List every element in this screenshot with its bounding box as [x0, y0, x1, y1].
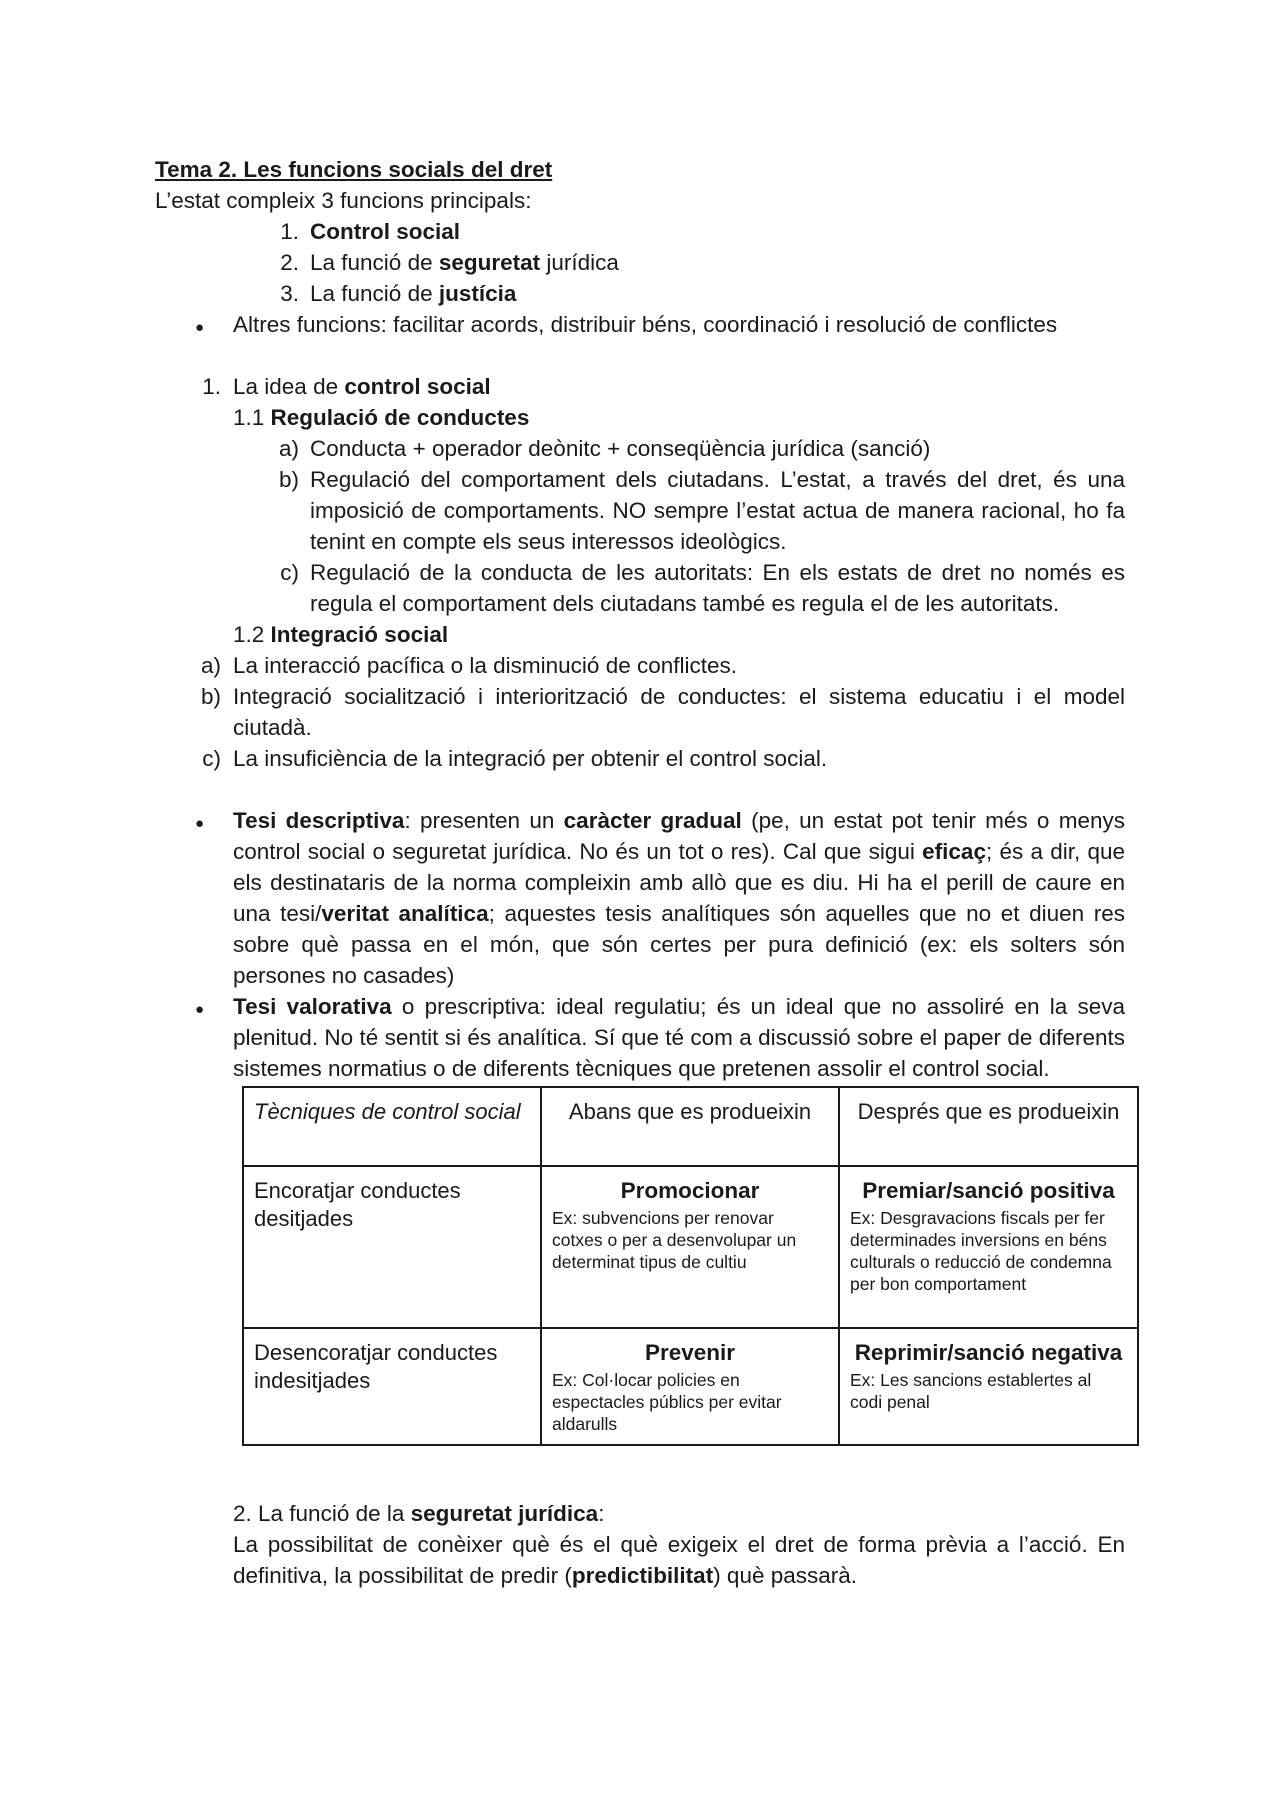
tesi-descriptiva-bullet: ● Tesi descriptiva: presenten un caràcter gradual (pe, un estat pot tenir més o menys control social o seguretat jurídica. No és un tot o res). Cal que sigui eficaç; és a dir, que els destinataris de la norma compleixin amb allò que es diu. Hi ha el perill de caure en una tesi/veritat analítica; aquestes tesis analítiques són aquelles que no et diuen res sobre què passa en el món, que són certes per pura definició (ex: els solters són persones no casades) — [155, 805, 1125, 991]
document-page — [155, 154, 1125, 1591]
other-functions-bullet: ● Altres funcions: facilitar acords, distribuir béns, coordinació i resolució de conflictes — [155, 309, 1125, 340]
list-item: b) Integració socialització i interiorització de conductes: el sistema educatiu i el model ciutadà. — [200, 684, 1125, 740]
main-function-item: 2. La funció de seguretat jurídica — [280, 250, 619, 275]
table-row-label: Desencoratjar conductes indesitjades — [243, 1328, 541, 1445]
table-header-cell: Tècniques de control social — [243, 1087, 541, 1166]
list-item: a) Conducta + operador deònitc + conseqüència jurídica (sanció) — [278, 436, 931, 461]
document-title: Tema 2. Les funcions socials del dret — [155, 157, 553, 182]
section-2-paragraph: La possibilitat de conèixer què és el què exigeix el dret de forma prèvia a l’acció. En definitiva, la possibilitat de predir (predictibilitat) què passarà. — [233, 1532, 1125, 1588]
table-cell: Promocionar Ex: subvencions per renovar cotxes o per a desenvolupar un determinat tipus de cultiu — [541, 1166, 839, 1328]
bullet-icon — [195, 309, 204, 343]
table-cell: Premiar/sanció positiva Ex: Desgravacions fiscals per fer determinades inversions en béns culturals o reducció de condemna per bon comportament — [839, 1166, 1138, 1328]
main-function-item: 3. La funció de justícia — [280, 281, 517, 306]
main-function-item: 1. Control social — [280, 219, 461, 244]
tesi-valorativa-bullet: ● Tesi valorativa o prescriptiva: ideal regulatiu; és un ideal que no assoliré en la seva plenitud. No té sentit si és analítica. Sí que té com a discussió sobre el paper de diferents sistemes normatius o de diferents tècniques que pretenen assolir el control social. — [155, 991, 1125, 1084]
list-item: c) La insuficiència de la integració per obtenir el control social. — [202, 746, 828, 771]
list-item: b) Regulació del comportament dels ciutadans. L’estat, a través del dret, és una imposició de comportaments. NO sempre l’estat actua de manera racional, ho fa tenint en compte els seus interessos ideològics. — [278, 467, 1125, 554]
bullet-icon — [195, 805, 204, 839]
table-row — [243, 1166, 1138, 1328]
section-2-heading: 2. La funció de la seguretat jurídica: — [233, 1501, 605, 1526]
list-item: a) La interacció pacífica o la disminució de conflictes. — [200, 653, 738, 678]
intro-text: L’estat compleix 3 funcions principals: — [155, 188, 532, 213]
subsection-1-2-heading: 1.2 Integració social — [233, 622, 449, 647]
bullet-icon — [195, 991, 204, 1025]
list-item: c) Regulació de la conducta de les autoritats: En els estats de dret no només es regula el comportament dels ciutadans també es regula el de les autoritats. — [280, 560, 1125, 616]
table-header-cell: Després que es produeixin — [839, 1087, 1138, 1166]
control-techniques-table — [242, 1086, 1139, 1446]
table-header-cell: Abans que es produeixin — [541, 1087, 839, 1166]
table-cell: Prevenir Ex: Col·locar policies en espectacles públics per evitar aldarulls — [541, 1328, 839, 1445]
table-row-label: Encoratjar conductes desitjades — [243, 1166, 541, 1328]
table-row — [243, 1328, 1138, 1445]
table-cell: Reprimir/sanció negativa Ex: Les sancions establertes al codi penal — [839, 1328, 1138, 1445]
subsection-1-1-heading: 1.1 Regulació de conductes — [233, 405, 530, 430]
section-1-heading: 1. La idea de control social — [202, 374, 491, 399]
table-header-row — [243, 1087, 1138, 1166]
